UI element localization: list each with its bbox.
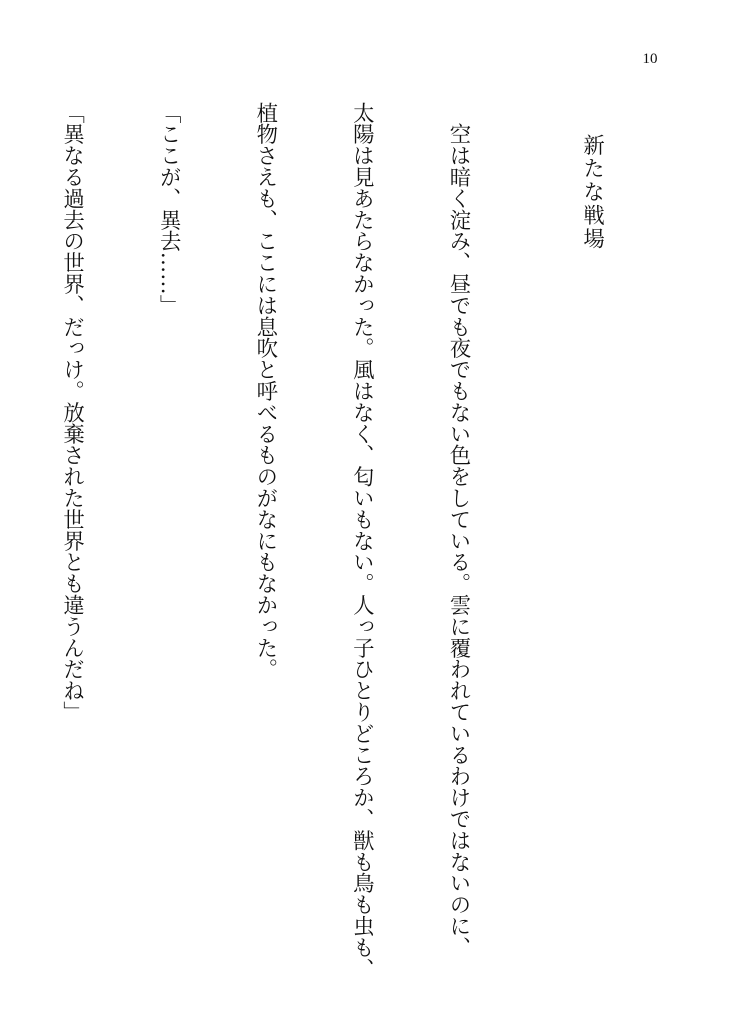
text-line: 太陽は見あたらなかった。風はなく、匂いもない。人っ子ひとりどころか、獣も鳥も虫も、 (349, 102, 375, 980)
text-line: 空は暗く淀み、昼でも夜でもない色をしている。雲に覆われているわけではないのに、 (445, 102, 471, 958)
text-line: 植物さえも、ここには息吹と呼べるものがなにもなかった。 (252, 102, 278, 680)
text-line: 「ここが、異去……」 (156, 102, 182, 316)
text-line: 「異なる過去の世界、だっけ。放棄された世界とも違うんだね」 (59, 102, 85, 723)
chapter-title: 新たな戦場 (579, 134, 605, 251)
body-text (0, 102, 672, 980)
page-number: 10 (642, 51, 658, 67)
